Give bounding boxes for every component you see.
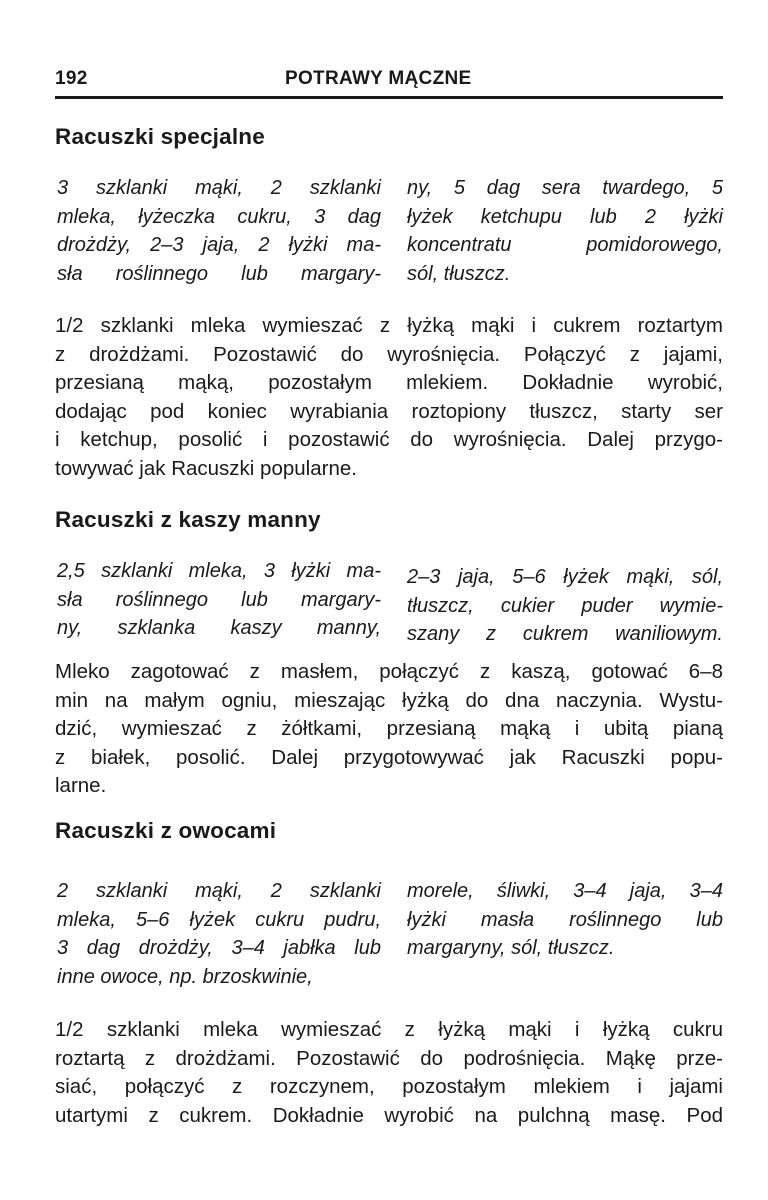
method-line: przesianą mąką, pozostałym mlekiem. Dokładnie wyrobić,	[55, 371, 723, 394]
method-racuszki-z-kaszy-manny	[55, 658, 723, 801]
ingredients-right-column	[407, 563, 723, 649]
ingredient-line: 3 dag drożdży, 3–4 jabłka lub	[57, 937, 381, 959]
method-line: larne.	[55, 774, 107, 797]
method-line: Mleko zagotować z masłem, połączyć z kaszą, gotować 6–8	[55, 660, 723, 683]
ingredient-line: sła roślinnego lub margary-	[57, 262, 381, 285]
ingredient-line: 2,5 szklanki mleka, 3 łyżki ma-	[57, 560, 381, 582]
recipe-title-racuszki-z-kaszy-manny: Racuszki z kaszy manny	[55, 507, 321, 532]
method-line: towywać jak Racuszki popularne.	[55, 456, 357, 480]
ingredient-line: ny, 5 dag sera twardego, 5	[407, 177, 723, 199]
ingredients-racuszki-z-owocami	[55, 877, 723, 995]
method-racuszki-specjalne	[55, 312, 723, 483]
page-number: 192	[55, 68, 88, 89]
ingredient-line: inne owoce, np. brzoskwinie,	[57, 965, 313, 988]
recipe-title-racuszki-z-owocami: Racuszki z owocami	[55, 818, 277, 843]
method-line: dodając pod koniec wyrabiania roztopiony tłuszcz, starty ser	[55, 399, 723, 423]
method-line: roztartą z drożdżami. Pozostawić do podrośnięcia. Mąkę prze-	[55, 1046, 723, 1070]
ingredients-left-column	[57, 557, 381, 643]
ingredients-racuszki-z-kaszy-manny	[55, 557, 723, 645]
ingredients-racuszki-specjalne	[55, 174, 723, 292]
chapter-title: POTRAWY MĄCZNE	[285, 68, 472, 89]
method-line: 1/2 szklanki mleka wymieszać z łyżką mąki i cukrem roztartym	[55, 314, 723, 337]
ingredient-line: drożdży, 2–3 jaja, 2 łyżki ma-	[57, 234, 381, 256]
ingredients-left-column	[57, 877, 381, 991]
ingredients-left-column	[57, 174, 381, 288]
ingredient-line: 2–3 jaja, 5–6 łyżek mąki, sól,	[407, 566, 723, 588]
ingredient-line: 2 szklanki mąki, 2 szklanki	[57, 880, 381, 902]
ingredient-line: ny, szklanka kaszy manny,	[57, 617, 381, 639]
ingredient-line: margaryny, sól, tłuszcz.	[407, 937, 615, 959]
ingredient-line: 3 szklanki mąki, 2 szklanki	[57, 177, 381, 199]
method-racuszki-z-owocami	[55, 1016, 723, 1130]
ingredient-line: szany z cukrem waniliowym.	[407, 623, 723, 645]
method-line: i ketchup, posolić i pozostawić do wyrośnięcia. Dalej przygo-	[55, 428, 723, 451]
ingredient-line: łyżek ketchupu lub 2 łyżki	[407, 205, 723, 228]
method-line: dzić, wymieszać z żółtkami, przesianą mąką i ubitą pianą	[55, 717, 723, 740]
method-line: utartymi z cukrem. Dokładnie wyrobić na pulchną masę. Pod	[55, 1103, 723, 1127]
ingredient-line: sól, tłuszcz.	[407, 262, 511, 285]
method-line: 1/2 szklanki mleka wymieszać z łyżką mąki i łyżką cukru	[55, 1018, 723, 1041]
ingredients-right-column	[407, 877, 723, 963]
ingredient-line: tłuszcz, cukier puder wymie-	[407, 594, 723, 617]
ingredients-right-column	[407, 174, 723, 288]
ingredient-line: łyżki masła roślinnego lub	[407, 908, 723, 931]
ingredient-line: koncentratu pomidorowego,	[407, 234, 723, 256]
ingredient-line: morele, śliwki, 3–4 jaja, 3–4	[407, 880, 723, 902]
running-head	[55, 66, 723, 99]
recipe-title-racuszki-specjalne: Racuszki specjalne	[55, 124, 265, 149]
method-line: z drożdżami. Pozostawić do wyrośnięcia. Połączyć z jajami,	[55, 342, 723, 366]
method-line: min na małym ogniu, mieszając łyżką do dna naczynia. Wystu-	[55, 688, 723, 712]
ingredient-line: mleka, łyżeczka cukru, 3 dag	[57, 205, 381, 228]
ingredient-line: sła roślinnego lub margary-	[57, 588, 381, 611]
method-line: siać, połączyć z rozczynem, pozostałym mlekiem i jajami	[55, 1075, 723, 1098]
method-line: z białek, posolić. Dalej przygotowywać jak Racuszki popu-	[55, 745, 723, 769]
ingredient-line: mleka, 5–6 łyżek cukru pudru,	[57, 908, 381, 931]
